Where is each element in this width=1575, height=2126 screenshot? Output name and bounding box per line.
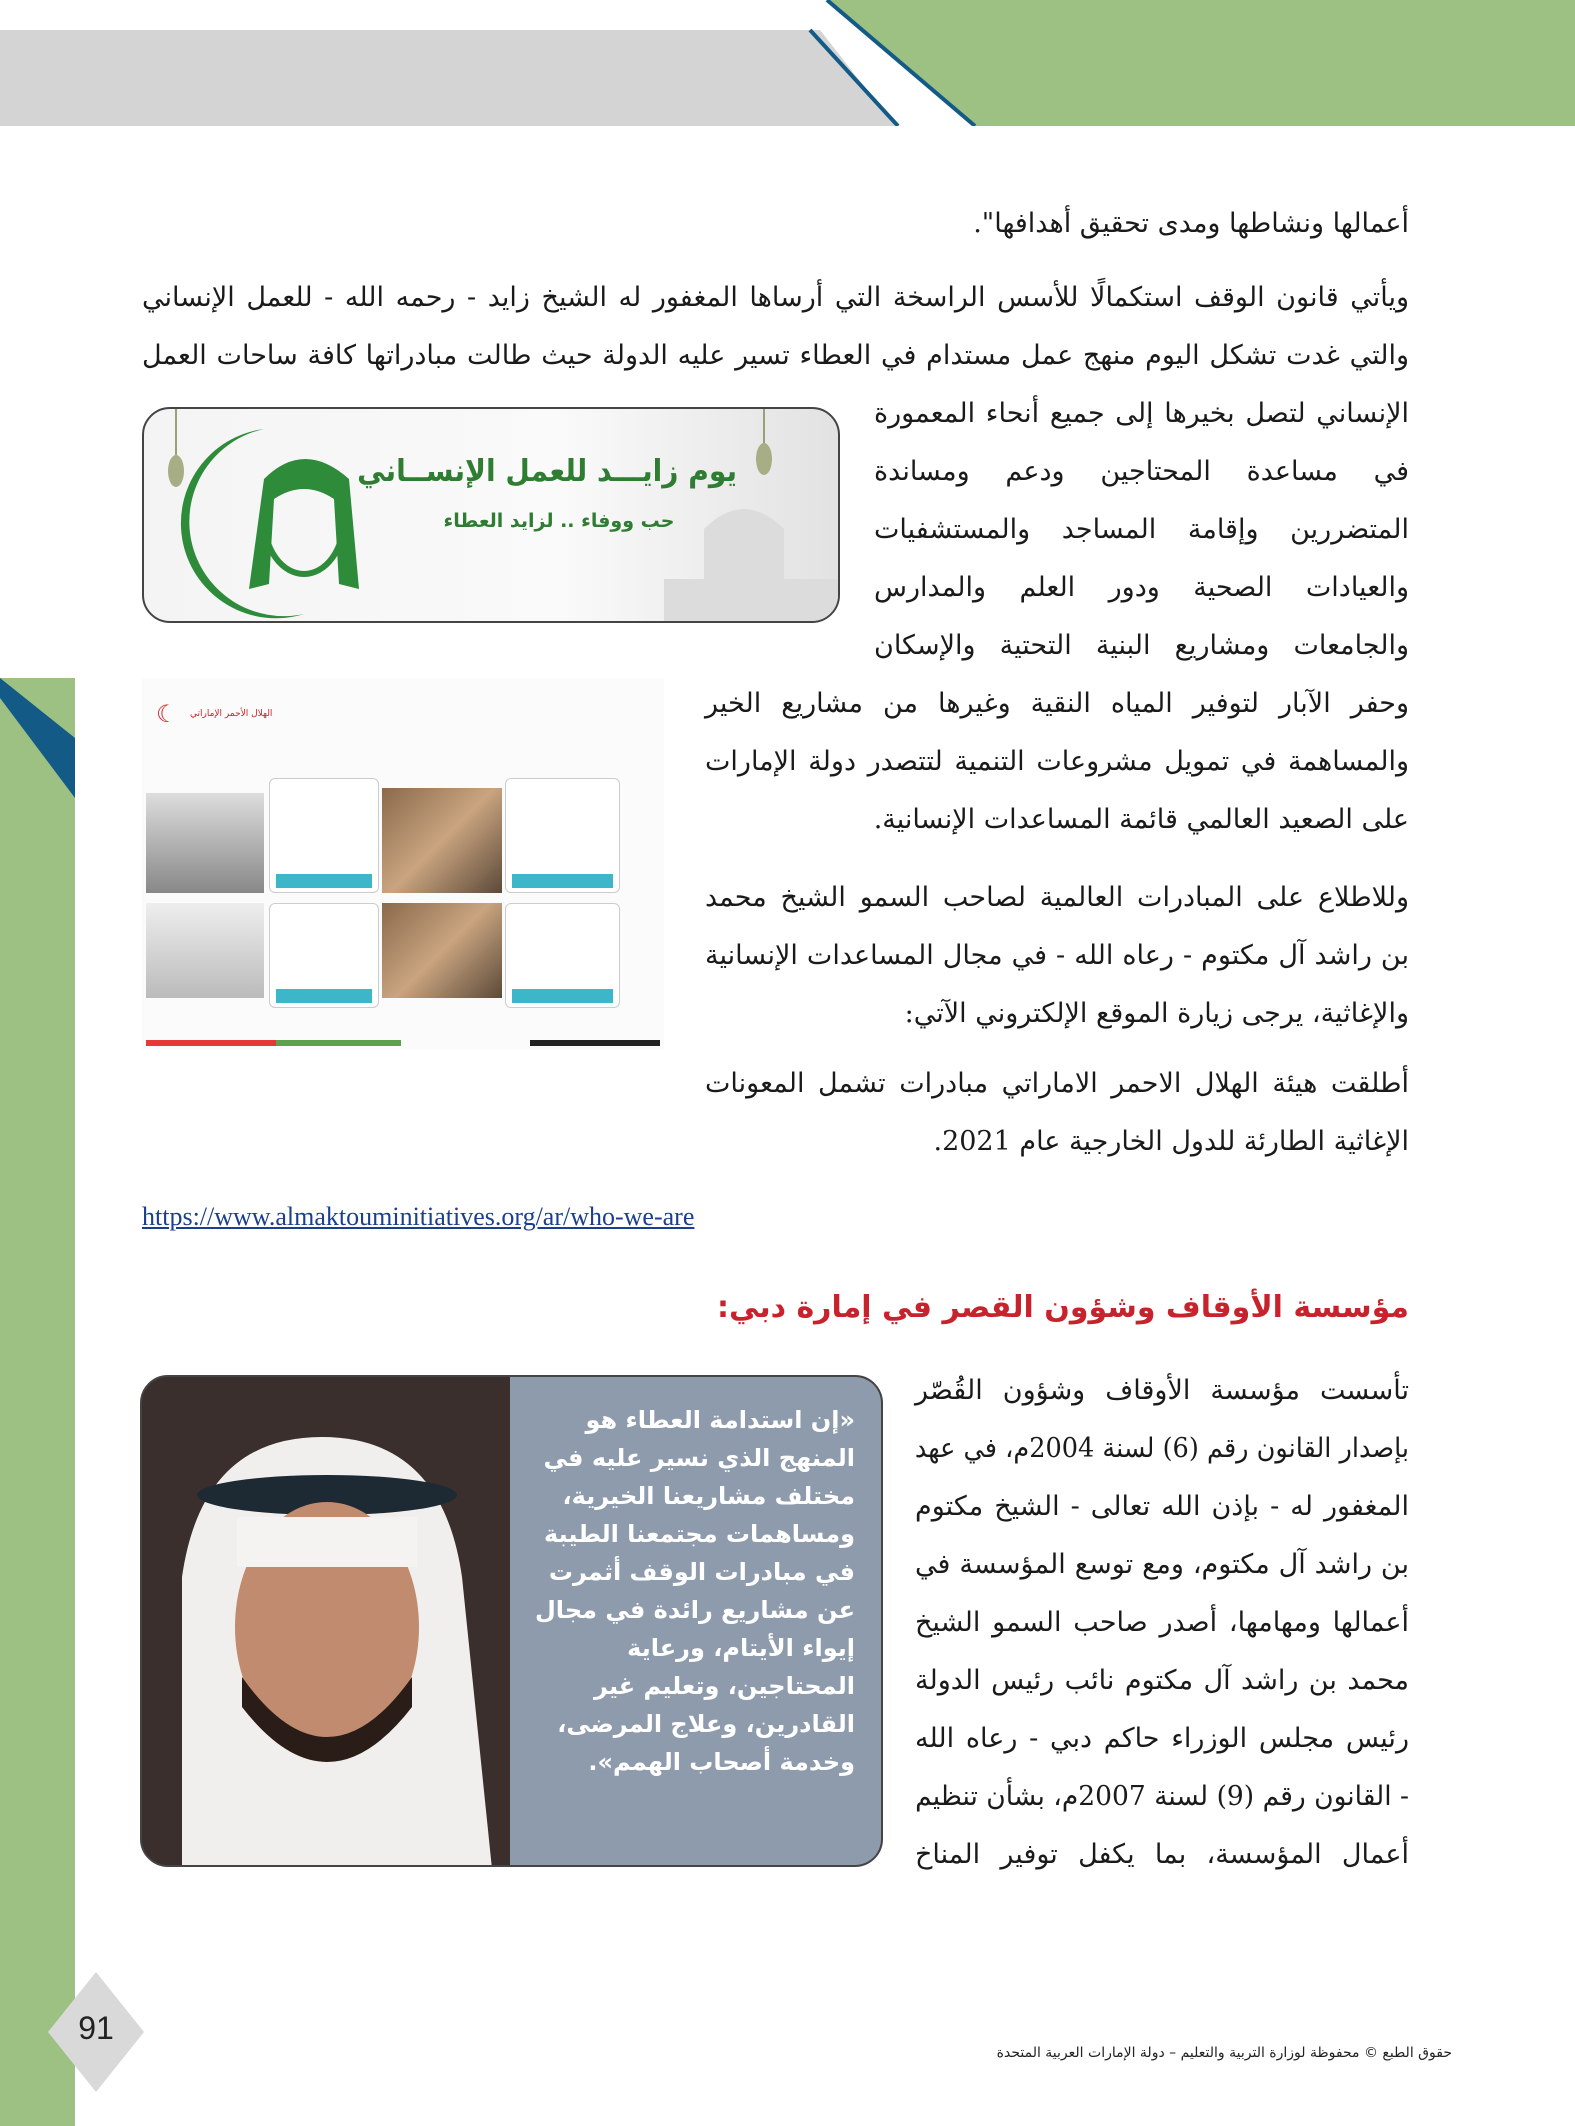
section-heading: مؤسسة الأوقاف وشؤون القصر في إمارة دبي: [717, 1290, 1409, 1325]
convoy-photo [146, 793, 264, 893]
paragraph-line: بن راشد آل مكتوم - رعاه الله - في مجال المساعدات الإنسانية [705, 940, 1409, 971]
crowd-photo [382, 788, 502, 893]
initiative-card [269, 778, 379, 893]
paragraph-line: وللاطلاع على المبادرات العالمية لصاحب السمو الشيخ محمد [705, 882, 1409, 913]
ambulance-photo [146, 903, 264, 998]
paragraph-line: المتضررين وإقامة المساجد والمستشفيات [874, 514, 1409, 545]
paragraph-line: الإنساني لتصل بخيرها إلى جميع أنحاء المعمورة [874, 398, 1409, 429]
paragraph-line: ويأتي قانون الوقف استكمالًا للأسس الراسخة التي أرساها المغفور له الشيخ زايد - رحمه الله - للعمل الإنساني [142, 282, 1409, 313]
initiative-card [269, 903, 379, 1008]
initiatives-link[interactable]: https://www.almaktouminitiatives.org/ar/who-we-are [142, 1202, 695, 1231]
paragraph-line: أعمالها ونشاطها ومدى تحقيق أهدافها". [973, 208, 1409, 239]
red-crescent-initiatives-image [142, 678, 664, 1050]
paragraph-line: الإغاثية الطارئة للدول الخارجية عام 2021. [933, 1126, 1409, 1157]
paragraph-line: - القانون رقم (9) لسنة 2007م، بشأن تنظيم [915, 1781, 1409, 1812]
initiative-card [505, 903, 620, 1008]
paragraph-line: أعمالها ومهامها، أصدر صاحب السمو الشيخ [915, 1607, 1409, 1638]
flag-stripe-green [276, 1040, 401, 1046]
paragraph-line: أطلقت هيئة الهلال الاحمر الاماراتي مبادرات تشمل المعونات [705, 1068, 1409, 1099]
paragraph-line: المغفور له - بإذن الله تعالى - الشيخ مكتوم [915, 1491, 1409, 1522]
paragraph-line: على الصعيد العالمي قائمة المساعدات الإنسانية. [873, 804, 1409, 835]
paragraph-line: والجامعات ومشاريع البنية التحتية والإسكان [874, 630, 1409, 661]
header-diagonal-line [0, 0, 1575, 126]
red-crescent-logo-icon: ☾ [156, 700, 178, 728]
quote-text: «إن استدامة العطاء هو المنهج الذي نسير عليه في مختلف مشاريعنا الخيرية، ومساهمات مجتمعنا الطيبة في مبادرات الوقف أثمرت عن مشاريع رائدة في مجال إيواء الأيتام، ورعاية المحتاجين، وتعليم غير القادرين، وعلاج المرضى، وخدمة أصحاب الهمم». [510, 1377, 881, 1865]
paragraph-line: والمساهمة في تمويل مشروعات التنمية لتتصدر دولة الإمارات [705, 746, 1409, 777]
sheikh-hamdan-quote-image [140, 1375, 883, 1867]
paragraph-line: تأسست مؤسسة الأوقاف وشؤون القُصّر [915, 1375, 1409, 1406]
paragraph-line: محمد بن راشد آل مكتوم نائب رئيس الدولة [915, 1665, 1409, 1696]
aid-photo [382, 903, 502, 998]
paragraph-line: بإصدار القانون رقم (6) لسنة 2004م، في عهد [914, 1433, 1409, 1464]
sidebar-green-strip [0, 678, 75, 2126]
zayed-humanitarian-day-image [142, 407, 840, 623]
portrait-photo-frame [142, 1377, 512, 1865]
paragraph-line: رئيس مجلس الوزراء حاكم دبي - رعاه الله [915, 1723, 1409, 1754]
paragraph-line: والعيادات الصحية ودور العلم والمدارس [874, 572, 1409, 603]
flag-stripe-red [146, 1040, 276, 1046]
paragraph-line: والتي غدت تشكل اليوم منهج عمل مستدام في العطاء تسير عليه الدولة حيث طالت مبادراتها كافة ساحات العمل [142, 340, 1409, 371]
paragraph-line: وحفر الآبار لتوفير المياه النقية وغيرها من مشاريع الخير [705, 688, 1409, 719]
paragraph-line: والإغاثية، يرجى زيارة الموقع الإلكتروني الآتي: [904, 998, 1409, 1029]
portrait-photo [142, 1377, 512, 1865]
paragraph-line: في مساعدة المحتاجين ودعم ومساندة [874, 456, 1409, 487]
banner-title: يوم زايـــد للعمل الإنســاني [357, 454, 738, 489]
page-number: 91 [78, 2010, 114, 2046]
banner-subtitle: حب ووفاء .. لزايد العطاء [443, 510, 675, 532]
red-crescent-logo-text: الهلال الأحمر الإماراتي [190, 709, 273, 719]
flag-stripe-black [530, 1040, 660, 1046]
copyright-footer: حقوق الطبع © محفوظة لوزارة التربية والتعليم – دولة الإمارات العربية المتحدة [996, 2045, 1452, 2061]
paragraph-line: بن راشد آل مكتوم، ومع توسع المؤسسة في [915, 1549, 1409, 1580]
paragraph-line: أعمال المؤسسة، بما يكفل توفير المناخ [915, 1839, 1409, 1870]
initiative-card [505, 778, 620, 893]
